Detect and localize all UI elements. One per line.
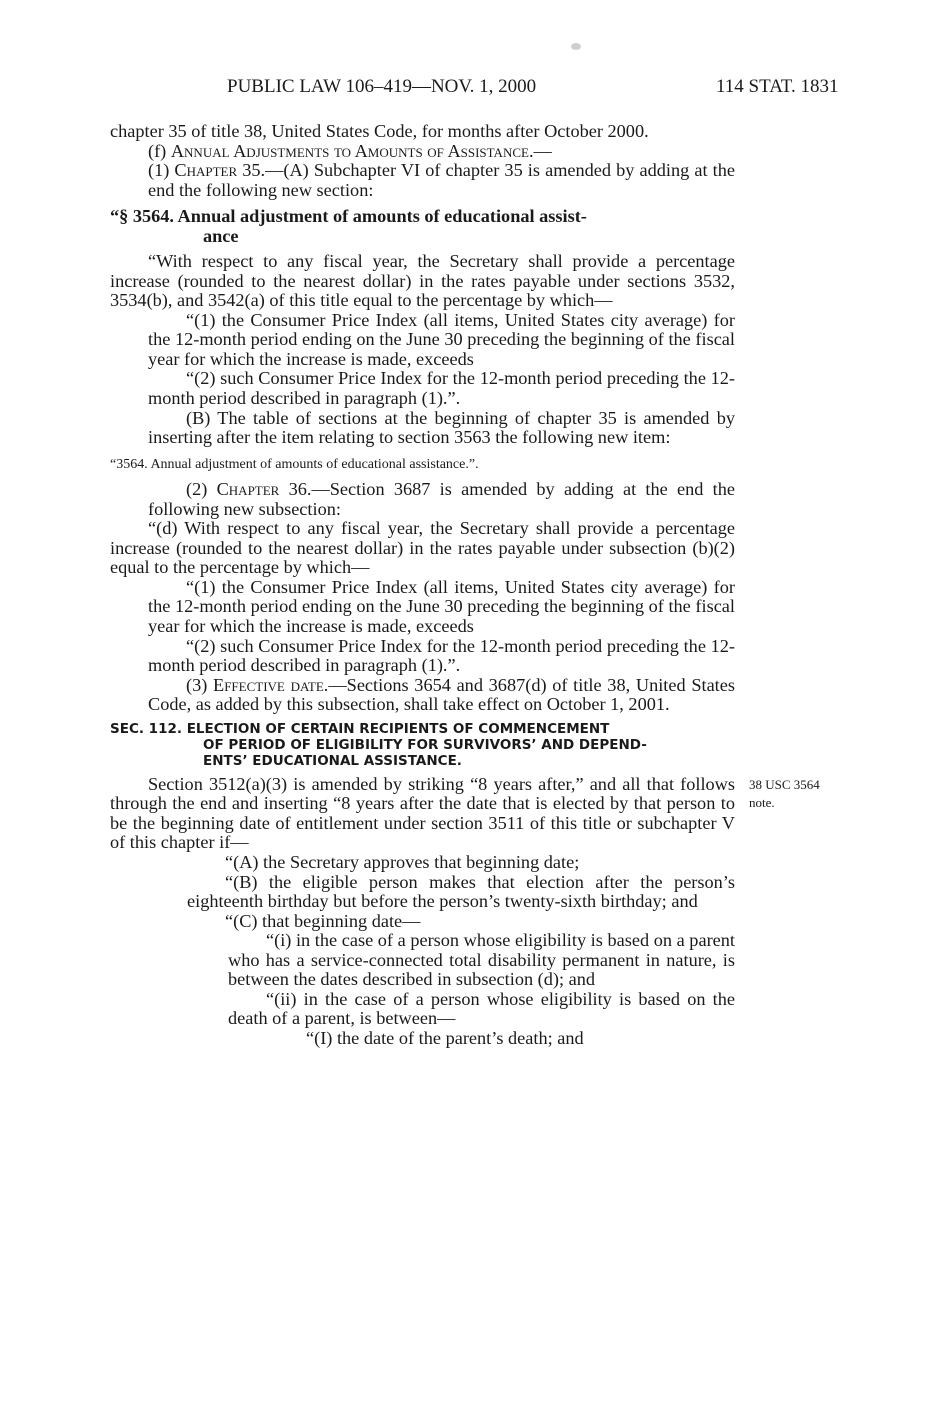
- paragraph: chapter 35 of title 38, United States Code, for months after October 2000.: [110, 121, 649, 141]
- header-title: PUBLIC LAW 106–419—NOV. 1, 2000: [227, 76, 537, 97]
- paragraph: “(2) such Consumer Price Index for the 12-month period preceding the 12-month period described in paragraph (1).”.: [148, 368, 735, 409]
- heading-line: OF PERIOD OF ELIGIBILITY FOR SURVIVORS’ AND DEPEND-: [203, 736, 647, 753]
- header-stat: 114 STAT. 1831: [716, 76, 839, 97]
- small-caps-heading: Chapter 36: [216, 479, 307, 500]
- label: (3): [186, 674, 214, 695]
- paragraph-chapter-36: [110, 480, 735, 519]
- paragraph: “(2) such Consumer Price Index for the 12-month period preceding the 12-month period described in paragraph (1).”.: [148, 635, 735, 676]
- label: (1): [148, 160, 175, 181]
- section-112-heading: [110, 721, 735, 769]
- document-body: [110, 122, 735, 1048]
- margin-note: [749, 776, 820, 812]
- paragraph: “(1) the Consumer Price Index (all items, United States city average) for the 12-month period ending on the June 30 preceding the beginning of the fiscal year for which the increase is made, exceeds: [148, 576, 735, 637]
- paragraph-effective-date: [110, 676, 735, 715]
- table-of-sections-item: “3564. Annual adjustment of amounts of educational assistance.”.: [110, 456, 479, 472]
- small-caps-heading: Effective date: [213, 674, 324, 695]
- paragraph: “(B) the eligible person makes that election after the person’s eighteenth birthday but before the person’s twenty-sixth birthday; and: [187, 871, 735, 912]
- subsection-f-heading: [110, 142, 735, 162]
- margin-note-line: 38 USC 3564: [749, 777, 820, 792]
- paragraph: “(A) the Secretary approves that beginning date;: [225, 851, 580, 872]
- page-header: [0, 76, 949, 100]
- heading-line: ance: [203, 226, 239, 247]
- scan-smudge: [571, 43, 581, 50]
- paragraph: “(ii) in the case of a person whose eligibility is based on the death of a parent, is between—: [228, 988, 735, 1029]
- text: .—: [528, 140, 552, 161]
- paragraph: (B) The table of sections at the beginning of chapter 35 is amended by inserting after the item relating to section 3563 the following new item:: [148, 407, 735, 448]
- margin-note-line: note.: [749, 795, 775, 810]
- heading-line: SEC. 112. ELECTION OF CERTAIN RECIPIENTS OF COMMENCEMENT: [110, 720, 610, 737]
- paragraph: “(C) that beginning date—: [225, 910, 421, 931]
- section-3564-heading: [110, 206, 735, 246]
- label: (f): [148, 140, 171, 161]
- text: .—Section 3687 is amended by adding at the end the following new subsection:: [148, 479, 736, 519]
- heading-line: “§ 3564. Annual adjustment of amounts of educational assist-: [110, 206, 587, 227]
- text: .—(A) Subchapter VI of chapter 35 is amended by adding at the end the following new section:: [148, 160, 735, 200]
- paragraph: “(i) in the case of a person whose eligibility is based on a parent who has a service-connected total disability permanent in nature, is between the dates described in subsection (d); and: [228, 930, 735, 990]
- paragraph: “(1) the Consumer Price Index (all items, United States city average) for the 12-month period ending on the June 30 preceding the beginning of the fiscal year for which the increase is made, exceeds: [148, 309, 735, 369]
- small-caps-heading: Chapter 35: [174, 160, 261, 181]
- heading-line: ENTS’ EDUCATIONAL ASSISTANCE.: [203, 752, 462, 769]
- small-caps-heading: Annual Adjustments to Amounts of Assistance: [170, 140, 529, 161]
- label: (2): [186, 479, 217, 500]
- paragraph: “(I) the date of the parent’s death; and: [306, 1027, 584, 1048]
- paragraph: “(d) With respect to any fiscal year, the Secretary shall provide a percentage increase (rounded to the nearest dollar) in the rates payable under subsection (b)(2) equal to the percentage by which—: [110, 518, 735, 578]
- text: .—Sections 3654 and 3687(d) of title 38, United States Code, as added by this subsection, shall take effect on October 1, 2001.: [148, 674, 735, 715]
- paragraph-chapter-35: [110, 161, 735, 200]
- paragraph: “With respect to any fiscal year, the Secretary shall provide a percentage increase (rounded to the nearest dollar) in the rates payable under sections 3532, 3534(b), and 3542(a) of this title equal to the percentage by which—: [110, 251, 735, 311]
- paragraph: Section 3512(a)(3) is amended by striking “8 years after,” and all that follows through the end and inserting “8 years after the date that is elected by that person to be the beginning date of entitlement under section 3511 of this title or subchapter V of this chapter if—: [110, 773, 735, 853]
